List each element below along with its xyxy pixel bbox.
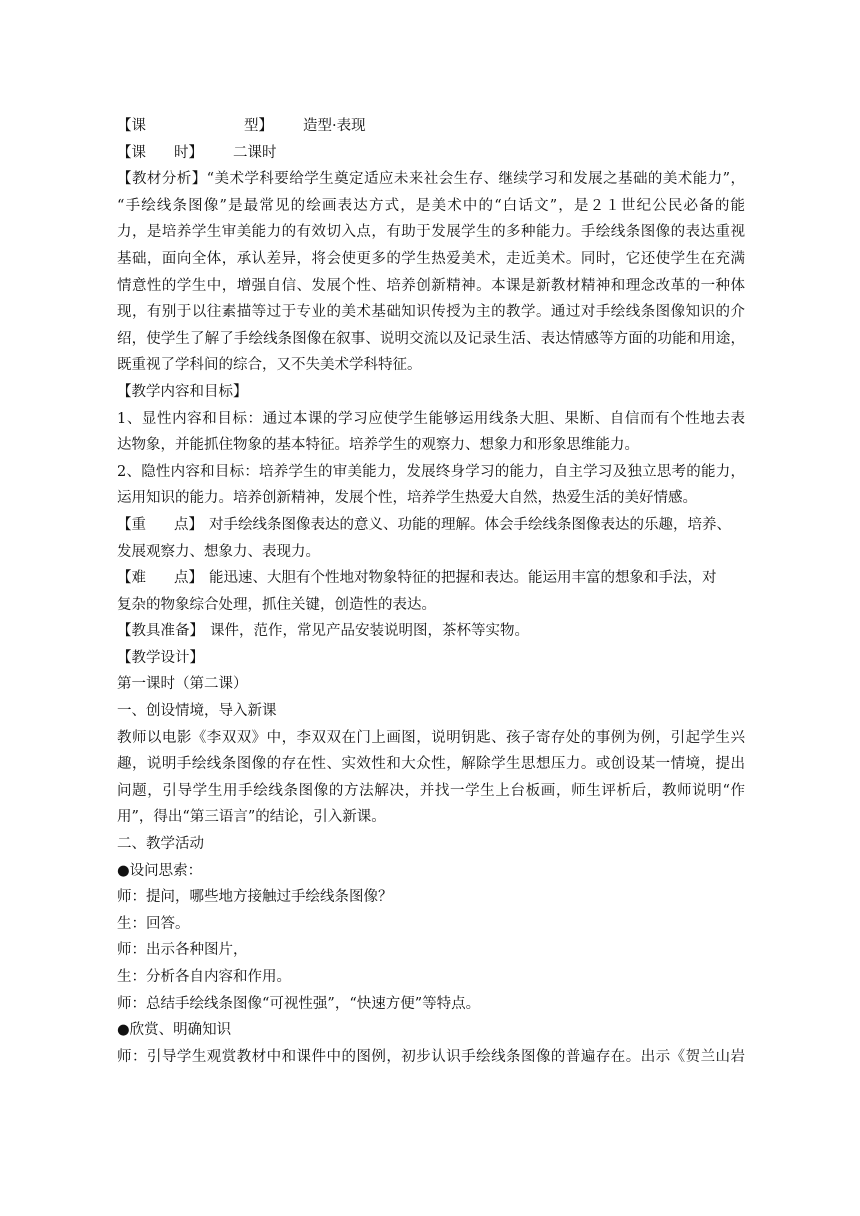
lesson-type-row — [117, 113, 745, 140]
key-point-label-b: 点】 — [174, 516, 203, 533]
document-body — [117, 113, 745, 1070]
key-point-text: 对手绘线条图像表达的意义、功能的理解。体会手绘线条图像表达的乐趣，培养、 — [209, 516, 731, 533]
paragraph-line: 运用知识的能力。培养创新精神，发展个性，培养学生热爱大自然，热爱生活的美好情感。 — [117, 490, 697, 507]
goal-explicit — [117, 406, 745, 459]
lesson-time-row — [117, 140, 745, 167]
paragraph-line: 既重视了学科间的综合，又不失美术学科特征。 — [117, 357, 422, 374]
difficulty-text: 能迅速、大胆有个性地对物象特征的把握和表达。能运用丰富的想象和手法，对 — [209, 570, 717, 587]
difficulty-row — [117, 565, 745, 592]
dialogue-line: 师：引导学生观赏教材中和课件中的图例，初步认识手绘线条图像的普遍存在。出示《贺兰山岩 — [117, 1048, 745, 1065]
paragraph-line: 情意性的学生中，增强自信、发展个性、培养创新精神。本课是新教材精神和理念改革的一种体 — [117, 277, 745, 294]
paragraph-line: 【教材分析】“美术学科要给学生奠定适应未来社会生存、继续学习和发展之基础的美术能力”， — [117, 171, 745, 188]
paragraph-line: 基础，面向全体，承认差异，将会使更多的学生热爱美术，走近美术。同时，它还使学生在充满 — [117, 250, 745, 267]
goal-implicit — [117, 459, 745, 512]
tools-label: 【教具准备】 — [117, 623, 204, 640]
difficulty-label-b: 点】 — [174, 570, 203, 587]
paragraph-line: 教师以电影《李双双》中，李双双在门上画图，说明钥匙、孩子寄存处的事例为例，引起学生兴 — [117, 729, 745, 746]
paragraph-line: 2、隐性内容和目标：培养学生的审美能力，发展终身学习的能力，自主学习及独立思考的能力， — [117, 463, 745, 480]
lesson-title: 第一课时（第二课） — [117, 676, 248, 693]
goals-heading: 【教学内容和目标】 — [117, 383, 248, 400]
paragraph-line: 1、显性内容和目标：通过本课的学习应使学生能够运用线条大胆、果断、自信而有个性地去表 — [117, 410, 745, 427]
paragraph-line: 力，是培养学生审美能力的有效切入点，有助于发展学生的多种能力。手绘线条图像的表达重视 — [117, 224, 745, 241]
paragraph-line: 复杂的物象综合处理，抓住关键，创造性的表达。 — [117, 596, 436, 613]
key-point-row — [117, 512, 745, 539]
lesson-time-value: 二课时 — [233, 144, 277, 161]
paragraph-line: 发展观察力、想象力、表现力。 — [117, 543, 320, 560]
design-heading: 【教学设计】 — [117, 649, 204, 666]
dialogue-line: 师：总结手绘线条图像“可视性强”，“快速方便”等特点。 — [117, 995, 481, 1012]
textbook-analysis-paragraph — [117, 166, 745, 379]
paragraph-line: 趣，说明手绘线条图像的存在性、实效性和大众性，解除学生思想压力。或创设某一情境，提出 — [117, 756, 745, 773]
tools-row — [117, 618, 745, 645]
lesson-time-label-b: 时】 — [174, 144, 203, 161]
section-intro-paragraph — [117, 725, 745, 831]
activity-title: ●设问思索： — [117, 862, 203, 879]
dialogue-line: 生：分析各自内容和作用。 — [117, 969, 291, 985]
lesson-type-label-a: 【课 — [117, 118, 146, 134]
paragraph-line: 达物象，并能抓住物象的基本特征。培养学生的观察力、想象力和形象思维能力。 — [117, 437, 639, 454]
difficulty-label-a: 【难 — [117, 570, 146, 587]
key-point-section — [117, 512, 745, 565]
paragraph-line: 现，有别于以往素描等过于专业的美术基础知识传授为主的教学。通过对手绘线条图像知识的介 — [117, 304, 745, 321]
section-title: 一、创设情境，导入新课 — [117, 703, 277, 720]
paragraph-line: 问题，引导学生用手绘线条图像的方法解决，并找一学生上台板画，师生评析后，教师说明“作 — [117, 782, 745, 799]
paragraph-line: 绍，使学生了解了手绘线条图像在叙事、说明交流以及记录生活、表达情感等方面的功能和用途， — [117, 330, 745, 347]
key-point-label-a: 【重 — [117, 516, 146, 533]
dialogue-line: 师：提问，哪些地方接触过手绘线条图像？ — [117, 889, 393, 906]
difficulty-section — [117, 565, 745, 618]
paragraph-line: 用”，得出“第三语言”的结论，引入新课。 — [117, 809, 386, 826]
lesson-time-label-a: 【课 — [117, 144, 146, 161]
dialogue-line: 生：回答。 — [117, 915, 190, 932]
section-title: 二、教学活动 — [117, 836, 204, 853]
lesson-type-label-b: 型】 — [244, 118, 273, 134]
lesson-type-value: 造型·表现 — [303, 118, 366, 134]
dialogue-line: 师：出示各种图片， — [117, 942, 248, 959]
tools-text: 课件，范作，常见产品安装说明图，茶杯等实物。 — [210, 623, 529, 640]
paragraph-line: “手绘线条图像”是最常见的绘画表达方式，是美术中的“白话文”，是２１世纪公民必备的能 — [117, 197, 745, 214]
activity-title: ●欣赏、明确知识 — [117, 1022, 232, 1039]
